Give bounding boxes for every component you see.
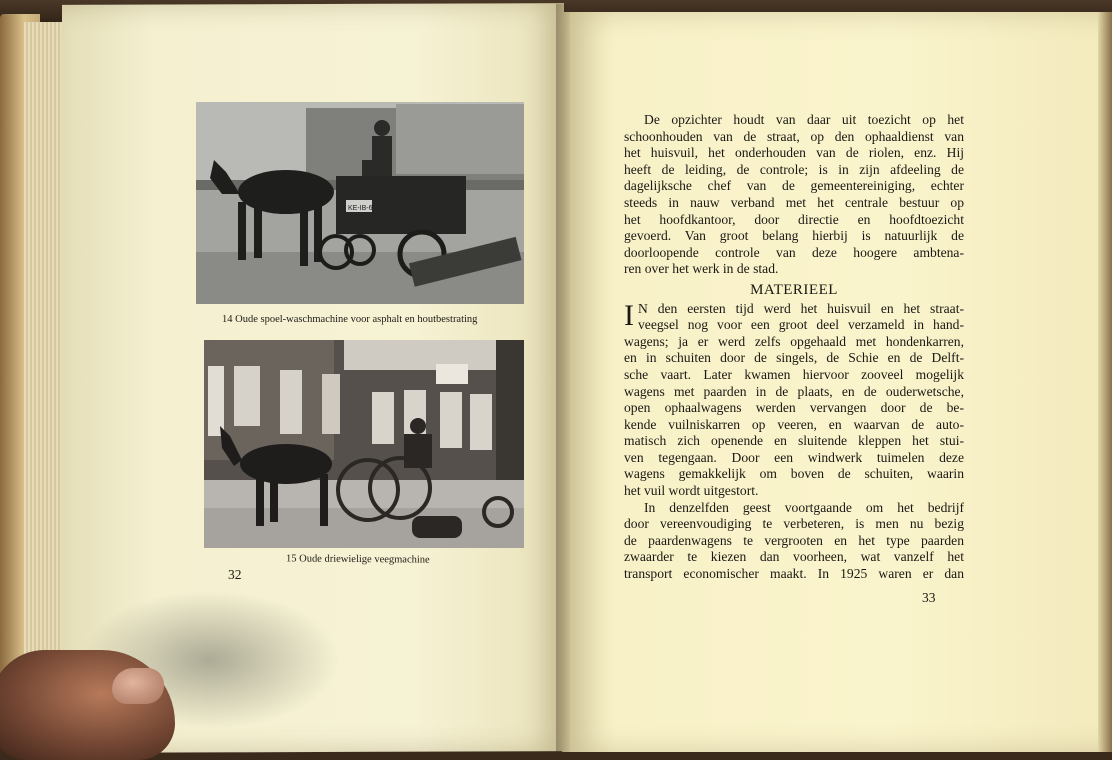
text-line: transport economischer maakt. In 1925 waren er dan: [624, 566, 964, 582]
text-line: sche vaart. Later kwamen hiervoor zooveel mogelijk: [624, 366, 964, 382]
figure-14-photo: [196, 102, 524, 304]
figure-14-caption: 14 Oude spoel-waschmachine voor asphalt en houtbestrating: [222, 314, 478, 325]
text-line: heeft de leiding, de controle; is in zijn afdeeling de: [624, 161, 964, 177]
thumbnail-nail: [112, 668, 164, 704]
text-line: wagens gemakkelijk om boven de schuiten, waarin: [624, 466, 964, 482]
right-page-text: [624, 112, 964, 583]
section-heading: MATERIEEL: [750, 281, 838, 298]
text-line: In denzelfden geest voortgaande om het bedrijf: [644, 499, 964, 515]
text-line: veegsel nog voor een groot deel verzameld in hand-: [638, 317, 964, 333]
page-number-left: 32: [228, 567, 242, 582]
drop-cap: I: [624, 298, 634, 332]
figure-15-caption: 15 Oude driewielige veegmachine: [285, 553, 430, 566]
text-line: wagens; ja er werd zelfs opgehaald met hondenkarren,: [624, 333, 964, 349]
thumb: [0, 650, 175, 760]
text-line: dagelijksche chef van de gemeentereiniging, echter: [624, 178, 964, 194]
text-line: de paardenwagens te vergrooten en het type paarden: [624, 532, 964, 548]
page-number-right: 33: [922, 590, 936, 605]
text-line: zwaarder te kiezen dan voorheen, wat vanzelf het: [624, 549, 964, 565]
text-line: open ophaalwagens werden vervangen door de be-: [624, 400, 964, 416]
text-line: De opzichter houdt van daar uit toezicht op het: [644, 112, 964, 127]
text-line: ven tegengaan. Door een windwerk tuimelen deze: [624, 449, 964, 465]
text-line: matisch zich openende en sluitende kleppen het stui-: [624, 433, 964, 449]
text-line: schoonhouden van de straat, op den ophaaldienst van: [624, 128, 964, 144]
text-line: en in schuiten door de singels, de Schie en de Delft-: [624, 350, 964, 366]
text-line: door vereenvoudiging te verbeteren, is men nu bezig: [624, 516, 964, 532]
text-line: het hoofdkantoor, door directie en hoofdtoezicht: [624, 211, 964, 227]
text-line: het vuil wordt uitgestort.: [624, 483, 759, 499]
cart-sign: KE-IB-6: [348, 205, 373, 212]
text-line: N den eersten tijd werd het huisvuil en het straat-: [638, 300, 964, 316]
text-line: steeds in nauw verband met het centrale bestuur op: [624, 194, 964, 210]
text-line: ren over het werk in de stad.: [624, 261, 779, 277]
text-line: het huisvuil, het onderhouden van de riolen, enz. Hij: [624, 145, 964, 161]
text-line: kende vuilniskarren op veeren, en waarvan de auto-: [624, 416, 964, 432]
text-line: gevoerd. Van groot belang hierbij is natuurlijk de: [624, 228, 964, 244]
figure-15-photo: [204, 340, 524, 548]
right-page-edge: [1098, 12, 1112, 752]
text-line: doorloopende controle van deze hoogere ambtena-: [624, 244, 964, 260]
book-gutter: [556, 4, 570, 752]
text-line: wagens met paarden in de plaats, en de ouderwetsche,: [624, 383, 964, 399]
